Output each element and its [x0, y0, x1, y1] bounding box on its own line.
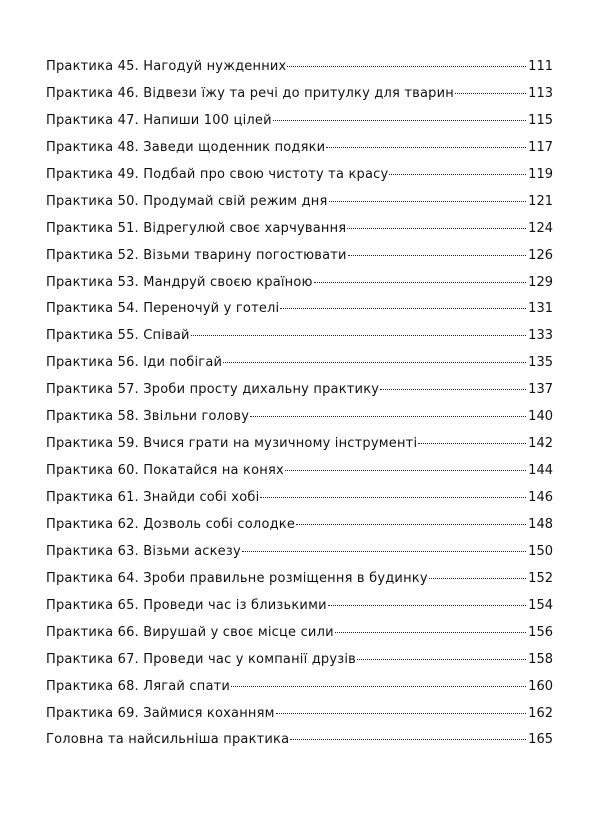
- toc-entry-page-number: 146: [528, 490, 553, 505]
- toc-entry-page-number: 165: [528, 732, 553, 748]
- dot-leader: [276, 713, 527, 714]
- toc-entry: [46, 59, 553, 86]
- toc-entry: [46, 355, 553, 382]
- toc-entry: [46, 490, 553, 517]
- toc-entry-page-number: 124: [528, 220, 553, 236]
- toc-entry-page-number: 152: [528, 570, 553, 586]
- toc-entry-title: Практика 64. Зроби правильне розміщення в будинку: [46, 570, 428, 586]
- toc-entry: [46, 275, 553, 302]
- toc-entry-title: Практика 53. Мандруй своєю країною: [46, 274, 313, 290]
- toc-entry-title: Практика 65. Проведи час із близькими: [46, 597, 327, 613]
- dot-leader: [231, 686, 526, 687]
- toc-entry-page-number: 121: [528, 193, 553, 209]
- toc-entry-title: Практика 52. Візьми тварину погостювати: [46, 247, 347, 263]
- dot-leader: [296, 524, 526, 525]
- toc-entry-page-number: 131: [528, 301, 553, 317]
- toc-entry: [46, 436, 553, 463]
- dot-leader: [329, 201, 527, 202]
- dot-leader: [191, 335, 526, 336]
- toc-entry-page-number: 158: [528, 651, 553, 667]
- toc-entry-title: Практика 45. Нагодуй нужденних: [46, 59, 287, 74]
- dot-leader: [418, 443, 526, 444]
- toc-entry-title: Практика 49. Подбай про свою чистоту та красу: [46, 166, 389, 182]
- toc-entry-page-number: 142: [528, 436, 553, 452]
- toc-entry-page-number: 135: [528, 355, 553, 371]
- toc-entry: [46, 625, 553, 652]
- toc-entry-page-number: 148: [528, 516, 553, 532]
- toc-entry-page-number: 133: [528, 328, 553, 344]
- dot-leader: [429, 578, 526, 579]
- dot-leader: [357, 659, 526, 660]
- toc-entry-title: Практика 63. Візьми аскезу: [46, 543, 241, 559]
- dot-leader: [273, 120, 526, 121]
- toc-entry-title: Практика 47. Напиши 100 цілей: [46, 112, 272, 128]
- toc-entry: [46, 113, 553, 140]
- toc-entry-page-number: 111: [528, 59, 553, 74]
- dot-leader: [250, 416, 526, 417]
- dot-leader: [389, 174, 526, 175]
- toc-entry: [46, 517, 553, 544]
- toc-entry-page-number: 154: [528, 597, 553, 613]
- toc-entry-title: Практика 48. Заведи щоденник подяки: [46, 139, 326, 155]
- dot-leader: [328, 605, 526, 606]
- toc-entry: [46, 652, 553, 679]
- toc-entry-title: Практика 56. Іди побігай: [46, 355, 223, 371]
- toc-entry-title: Практика 67. Проведи час у компанії друзів: [46, 651, 357, 667]
- toc-entry-title: Практика 46. Відвези їжу та речі до притулку для тварин: [46, 85, 454, 101]
- toc-entry-title: Практика 57. Зроби просту дихальну практику: [46, 382, 380, 398]
- toc-entry-title: Практика 55. Співай: [46, 328, 190, 344]
- toc-entry-page-number: 156: [528, 624, 553, 640]
- toc-entry-page-number: 162: [528, 705, 553, 721]
- toc-entry-page-number: 150: [528, 543, 553, 559]
- toc-entry-page-number: 129: [528, 274, 553, 290]
- dot-leader: [242, 551, 526, 552]
- dot-leader: [380, 389, 526, 390]
- toc-entry: [46, 732, 553, 759]
- toc-entry: [46, 301, 553, 328]
- dot-leader: [335, 632, 526, 633]
- dot-leader: [326, 147, 526, 148]
- toc-entry: [46, 140, 553, 167]
- toc-entry: [46, 382, 553, 409]
- toc-entry: [46, 221, 553, 248]
- toc-entry: [46, 328, 553, 355]
- dot-leader: [280, 308, 526, 309]
- toc-entry: [46, 598, 553, 625]
- toc-entry-title: Практика 58. Звільни голову: [46, 409, 250, 425]
- toc-entry: [46, 706, 553, 733]
- toc-entry-page-number: 137: [528, 382, 553, 398]
- toc-entry-page-number: 119: [528, 166, 553, 182]
- toc-entry-title: Практика 66. Вирушай у своє місце сили: [46, 624, 334, 640]
- dot-leader: [348, 255, 526, 256]
- table-of-contents: [46, 59, 553, 759]
- toc-entry-page-number: 115: [528, 112, 553, 128]
- toc-entry: [46, 409, 553, 436]
- dot-leader: [290, 739, 526, 740]
- toc-entry-title: Практика 59. Вчися грати на музичному інструменті: [46, 436, 418, 452]
- toc-entry-page-number: 117: [528, 139, 553, 155]
- toc-entry-title: Практика 54. Переночуй у готелі: [46, 301, 280, 317]
- toc-entry-page-number: 144: [528, 463, 553, 479]
- dot-leader: [260, 497, 526, 498]
- toc-entry: [46, 86, 553, 113]
- toc-entry-title: Практика 60. Покатайся на конях: [46, 463, 284, 479]
- toc-entry: [46, 571, 553, 598]
- toc-entry: [46, 463, 553, 490]
- toc-entry-title: Практика 69. Займися коханням: [46, 705, 275, 721]
- toc-entry: [46, 194, 553, 221]
- toc-entry-title: Практика 68. Лягай спати: [46, 678, 231, 694]
- toc-entry-title: Практика 62. Дозволь собі солодке: [46, 516, 296, 532]
- dot-leader: [347, 228, 526, 229]
- toc-entry-title: Практика 50. Продумай свій режим дня: [46, 193, 328, 209]
- dot-leader: [287, 66, 526, 67]
- dot-leader: [455, 93, 526, 94]
- toc-entry: [46, 679, 553, 706]
- dot-leader: [314, 282, 526, 283]
- toc-entry: [46, 167, 553, 194]
- dot-leader: [223, 362, 526, 363]
- toc-entry: [46, 544, 553, 571]
- dot-leader: [285, 470, 526, 471]
- toc-entry-page-number: 160: [528, 678, 553, 694]
- toc-entry-title: Практика 61. Знайди собі хобі: [46, 490, 260, 505]
- toc-entry-page-number: 126: [528, 247, 553, 263]
- toc-entry-title: Головна та найсильніша практика: [46, 732, 290, 748]
- toc-entry-title: Практика 51. Відрегулюй своє харчування: [46, 220, 347, 236]
- toc-entry: [46, 248, 553, 275]
- toc-entry-page-number: 140: [528, 409, 553, 425]
- toc-entry-page-number: 113: [528, 85, 553, 101]
